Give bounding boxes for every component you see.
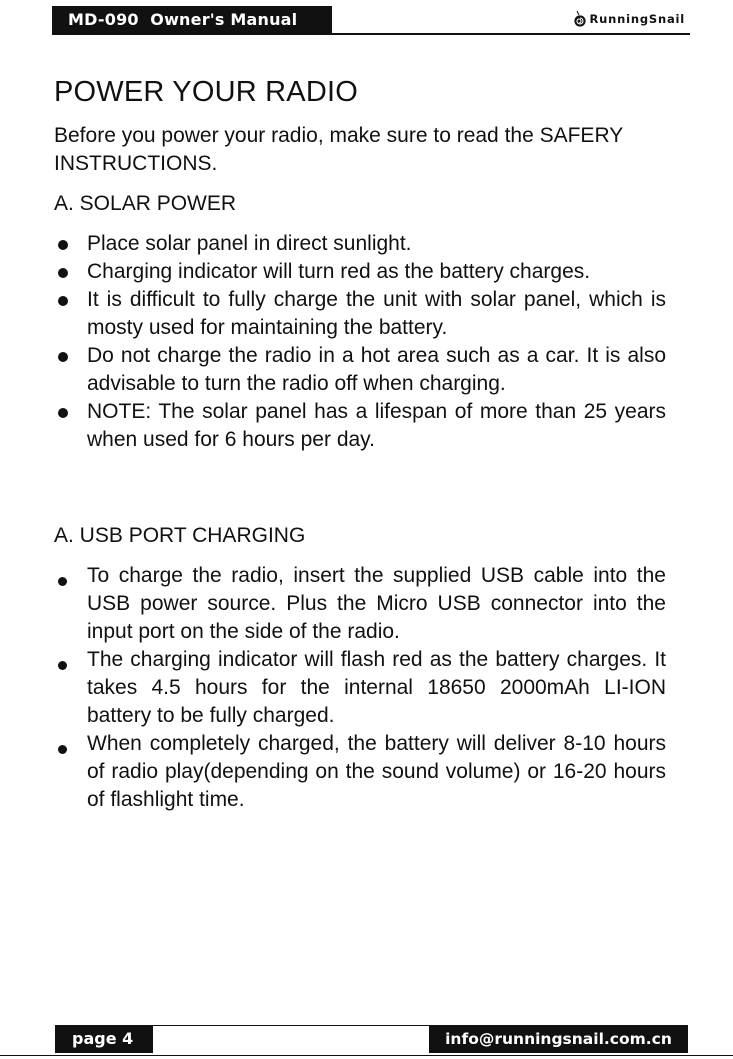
footer-rule	[153, 1025, 429, 1026]
bullet-text: It is difficult to fully charge the unit with solar panel, which is mosty used for maintaining the battery.	[87, 288, 666, 339]
bullet-text: When completely charged, the battery will deliver 8-10 hours of radio play(depending on the sound volume) or 16-20 hours of flashlight time.	[87, 732, 666, 811]
brand-name: RunningSnail	[589, 12, 685, 26]
bullet-text: The charging indicator will flash red as the battery charges. It takes 4.5 hours for the internal 18650 2000mAh LI-ION battery to be fully charged.	[87, 648, 666, 727]
list-item	[54, 286, 666, 342]
list-item	[54, 646, 666, 730]
list-item	[54, 230, 666, 258]
bullet-text: NOTE: The solar panel has a lifespan of more than 25 years when used for 6 hours per day.	[87, 400, 666, 451]
snail-logo-icon	[573, 10, 587, 28]
list-item	[54, 730, 666, 814]
intro-text: Before you power your radio, make sure to read the SAFERY INSTRUCTIONS.	[54, 124, 623, 175]
solar-bullet-list	[54, 230, 666, 454]
bullet-icon	[58, 240, 68, 250]
page-content	[54, 74, 666, 814]
usb-bullet-list	[54, 562, 666, 814]
brand	[573, 8, 686, 30]
contact-email: info@runningsnail.com.cn	[429, 1025, 688, 1053]
header-rule	[52, 33, 690, 35]
list-item	[54, 562, 666, 646]
list-item	[54, 258, 666, 286]
manual-title: MD-090 Owner's Manual	[68, 10, 298, 29]
bullet-icon	[58, 268, 68, 278]
bullet-icon	[58, 352, 68, 362]
list-item	[54, 342, 666, 398]
list-item	[54, 398, 666, 454]
page-title: POWER YOUR RADIO	[54, 76, 358, 108]
bottom-rule	[0, 1055, 733, 1056]
bullet-text: Do not charge the radio in a hot area such as a car. It is also advisable to turn the radio off when charging.	[87, 344, 666, 395]
bullet-icon	[58, 661, 67, 670]
bullet-icon	[58, 745, 67, 754]
section-heading-solar: A. SOLAR POWER	[54, 192, 237, 215]
bullet-text: Charging indicator will turn red as the battery charges.	[87, 260, 591, 283]
page-number: page 4	[55, 1025, 153, 1053]
section-heading-usb: A. USB PORT CHARGING	[54, 524, 306, 547]
bullet-icon	[58, 296, 68, 306]
bullet-text: Place solar panel in direct sunlight.	[87, 232, 412, 255]
bullet-icon	[58, 577, 67, 586]
bullet-icon	[58, 408, 68, 418]
bullet-text: To charge the radio, insert the supplied USB cable into the USB power source. Plus the Micro USB connector into the input port on the side of the radio.	[87, 564, 666, 643]
